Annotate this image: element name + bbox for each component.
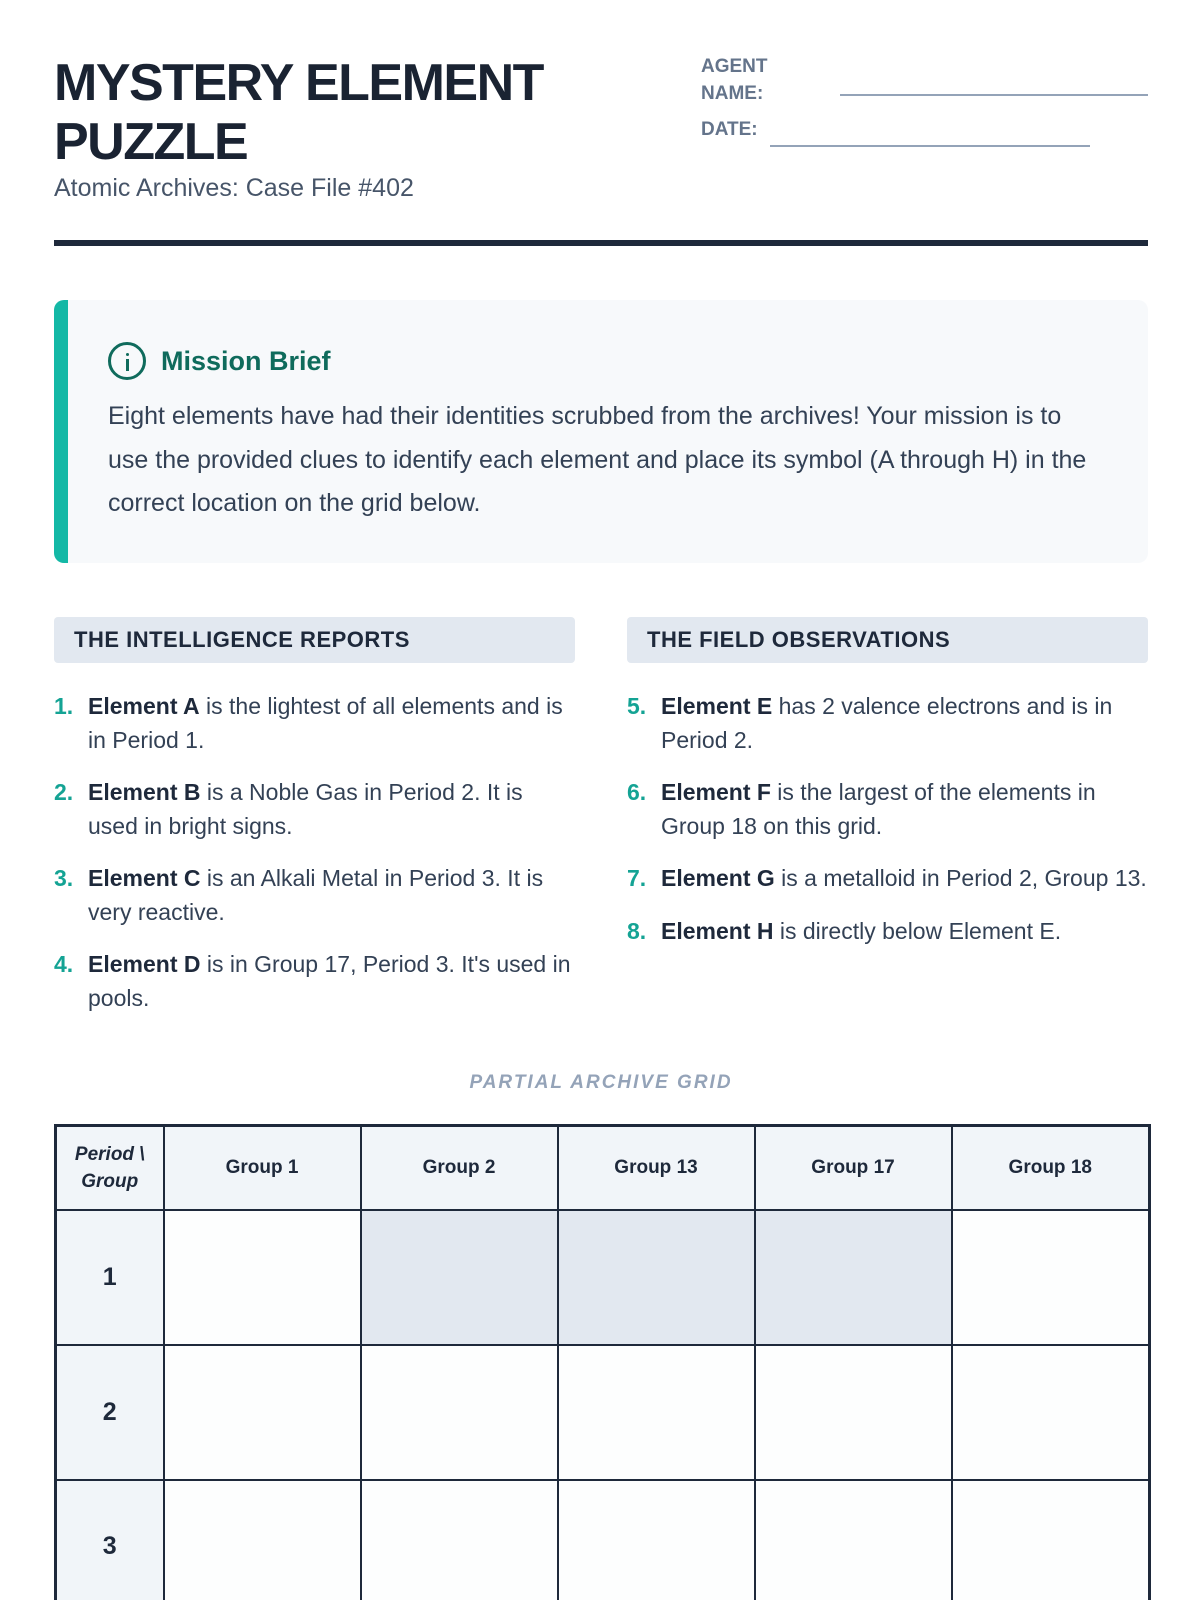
grid-cell[interactable] xyxy=(164,1210,361,1345)
clue-text: is an Alkali Metal in Period 3. It is very reactive. xyxy=(88,865,544,925)
intelligence-clue-list xyxy=(54,690,575,1034)
grid-header-row xyxy=(56,1126,1150,1210)
intelligence-reports-heading: THE INTELLIGENCE REPORTS xyxy=(54,617,575,663)
corner-label-group: Group xyxy=(81,1170,139,1192)
grid-cell[interactable] xyxy=(952,1480,1150,1600)
grid-row xyxy=(56,1210,1150,1345)
grid-cell[interactable] xyxy=(361,1480,558,1600)
clue-number: 5. xyxy=(627,693,647,719)
info-icon xyxy=(108,342,146,380)
grid-period-label: 2 xyxy=(56,1345,164,1480)
grid-cell-blocked xyxy=(361,1210,558,1345)
clue-item xyxy=(627,776,1148,843)
clue-element-name: Element G xyxy=(661,865,775,891)
grid-caption: PARTIAL ARCHIVE GRID xyxy=(469,1072,733,1093)
grid-column-header: Group 2 xyxy=(361,1126,558,1210)
header-divider xyxy=(54,240,1148,246)
clue-element-name: Element E xyxy=(661,693,773,719)
grid-cell[interactable] xyxy=(952,1210,1150,1345)
corner-label-period: Period \ xyxy=(74,1143,145,1165)
clue-number: 6. xyxy=(627,779,647,805)
grid-cell[interactable] xyxy=(952,1345,1150,1480)
clue-number: 8. xyxy=(627,917,647,944)
grid-cell[interactable] xyxy=(755,1480,952,1600)
clue-item xyxy=(627,690,1148,757)
archive-grid xyxy=(54,1124,1151,1600)
grid-period-label: 1 xyxy=(56,1210,164,1345)
clue-item xyxy=(627,862,1148,896)
clue-number: 2. xyxy=(54,779,74,805)
clue-number: 3. xyxy=(54,865,74,891)
grid-cell[interactable] xyxy=(558,1345,755,1480)
grid-cell-blocked xyxy=(558,1210,755,1345)
date-label: DATE: xyxy=(701,119,758,140)
grid-cell[interactable] xyxy=(164,1480,361,1600)
grid-column-header: Group 17 xyxy=(755,1126,952,1210)
clue-element-name: Element F xyxy=(661,779,771,805)
worksheet-page xyxy=(54,0,1148,1600)
grid-period-label: 3 xyxy=(56,1480,164,1600)
grid-body xyxy=(56,1210,1150,1600)
clue-number: 4. xyxy=(54,951,74,977)
grid-row xyxy=(56,1345,1150,1480)
clue-text: is a Noble Gas in Period 2. It is used in bright signs. xyxy=(88,779,523,839)
clue-element-name: Element A xyxy=(88,693,200,719)
clue-text: is the largest of the elements in Group 18 on this grid. xyxy=(661,779,1096,839)
clue-text: is directly below Element E. xyxy=(773,917,1062,944)
clue-element-name: Element H xyxy=(661,917,774,944)
grid-column-header: Group 1 xyxy=(164,1126,361,1210)
mission-brief-header xyxy=(108,342,331,380)
date-field[interactable] xyxy=(770,145,1090,147)
clue-text: has 2 valence electrons and is in Period 2. xyxy=(661,693,1113,753)
mission-brief-title: Mission Brief xyxy=(161,345,331,376)
field-observations-heading: THE FIELD OBSERVATIONS xyxy=(627,617,1148,663)
clue-item xyxy=(54,690,575,757)
observations-clue-list xyxy=(627,690,1148,967)
mission-brief xyxy=(54,300,1148,563)
clue-item xyxy=(54,948,575,1015)
grid-column-header: Group 13 xyxy=(558,1126,755,1210)
grid-cell[interactable] xyxy=(361,1345,558,1480)
agent-name-label-line1: AGENT xyxy=(701,56,768,77)
grid-cell[interactable] xyxy=(755,1345,952,1480)
clue-text: is the lightest of all elements and is in Period 1. xyxy=(88,693,563,753)
agent-name-field[interactable] xyxy=(840,94,1148,96)
clue-element-name: Element B xyxy=(88,779,201,805)
clue-number: 1. xyxy=(54,693,74,719)
agent-name-label xyxy=(701,53,768,107)
grid-cell[interactable] xyxy=(558,1480,755,1600)
grid-cell[interactable] xyxy=(164,1345,361,1480)
clue-item xyxy=(54,862,575,929)
clue-number: 7. xyxy=(627,865,647,891)
page-subtitle: Atomic Archives: Case File #402 xyxy=(54,174,414,202)
grid-corner-header xyxy=(56,1126,164,1210)
grid-column-header: Group 18 xyxy=(952,1126,1150,1210)
clue-item xyxy=(627,915,1148,949)
header xyxy=(54,50,1148,246)
grid-cell-blocked xyxy=(755,1210,952,1345)
clue-text: is a metalloid in Period 2, Group 13. xyxy=(774,865,1147,891)
agent-name-label-line2: NAME: xyxy=(701,83,764,104)
clue-text: is in Group 17, Period 3. It's used in pools. xyxy=(88,951,571,1011)
grid-row xyxy=(56,1480,1150,1600)
mission-brief-text: Eight elements have had their identities scrubbed from the archives! Your mission is to use the provided clues to identify each element and place its symbol (A through H) in the correct location on the grid below. xyxy=(108,402,1087,517)
clue-element-name: Element D xyxy=(88,951,201,977)
clue-item xyxy=(54,776,575,843)
clue-element-name: Element C xyxy=(88,865,201,891)
page-title: MYSTERY ELEMENT PUZZLE xyxy=(54,54,543,171)
